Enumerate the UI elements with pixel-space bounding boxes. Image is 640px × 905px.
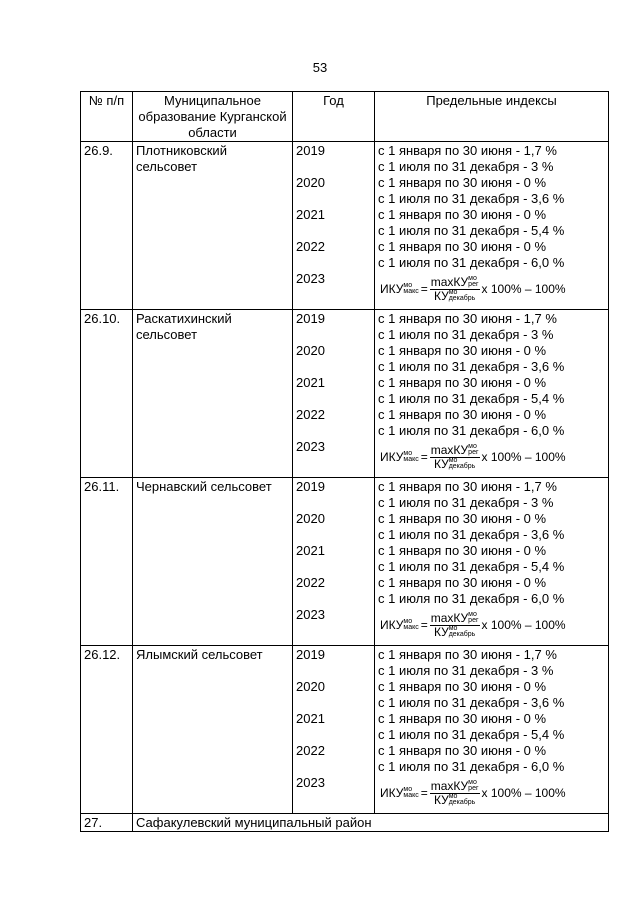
formula-num-indices [468,612,478,624]
index-formula [378,775,605,811]
formula-lhs-indices [403,787,418,799]
formula-den-indices [449,794,476,806]
year-value: 2021 [296,375,325,390]
formula-num-sup: мо [468,778,477,786]
formula-den-text: КУ [433,288,449,303]
formula-lhs-text: ИКУ [380,786,404,800]
municipality-name: Ялымский сельсовет [133,646,293,814]
formula-denominator [434,794,475,807]
formula-num-indices [468,276,478,288]
year-cell [293,310,375,478]
index-cell [375,142,609,310]
index-line: с 1 июля по 31 декабря - 3 % [378,495,554,510]
formula-lhs-indices [403,283,418,295]
year-value: 2023 [296,775,325,790]
formula-den-sup: мо [448,624,458,632]
index-formula [378,439,605,475]
formula-numerator [430,612,480,626]
formula-lhs [380,281,419,297]
formula-lhs-sub: макс [403,624,419,631]
formula-den-sub: декабрь [448,462,476,470]
formula-equals: = [420,450,428,464]
index-line: с 1 января по 30 июня - 0 % [378,543,547,558]
index-line: с 1 июля по 31 декабря - 3,6 % [378,359,565,374]
formula-num-sub: рег [468,616,479,624]
formula-lhs [380,449,419,465]
index-line: с 1 января по 30 июня - 0 % [378,375,547,390]
formula-lhs-text: ИКУ [380,282,404,296]
formula-den-text: КУ [433,624,449,639]
year-value: 2019 [296,479,325,494]
index-line: с 1 января по 30 июня - 0 % [378,575,547,590]
index-line: с 1 января по 30 июня - 0 % [378,743,547,758]
header-year: Год [293,92,375,142]
year-value: 2023 [296,439,325,454]
index-line: с 1 июля по 31 декабря - 5,4 % [378,223,565,238]
index-cell [375,646,609,814]
formula-tail: x 100% – 100% [481,450,566,464]
formula-den-sub: декабрь [448,294,476,302]
formula-lhs-sup: мо [403,786,413,793]
index-line: с 1 июля по 31 декабря - 6,0 % [378,591,565,606]
table-row [81,478,609,646]
year-value: 2022 [296,407,325,422]
formula-numerator [430,276,480,290]
formula-lhs-sup: мо [403,450,413,457]
formula-equals: = [420,282,428,296]
year-value: 2019 [296,143,325,158]
formula-denominator [434,458,475,471]
formula-fraction [430,780,480,807]
index-line: с 1 июля по 31 декабря - 6,0 % [378,759,565,774]
index-line: с 1 января по 30 июня - 0 % [378,711,547,726]
index-line: с 1 июля по 31 декабря - 5,4 % [378,559,565,574]
formula-den-sup: мо [448,288,458,296]
index-line: с 1 июля по 31 декабря - 3,6 % [378,695,565,710]
index-formula [378,607,605,643]
formula-lhs-sup: мо [403,618,413,625]
index-line: с 1 января по 30 июня - 0 % [378,407,547,422]
index-line: с 1 июля по 31 декабря - 3 % [378,159,554,174]
formula-num-text: maxКУ [430,610,469,625]
year-value: 2022 [296,743,325,758]
row-number: 26.12. [81,646,133,814]
formula-num-sub: рег [468,784,479,792]
formula-num-indices [468,780,478,792]
table-row [81,646,609,814]
formula-num-text: maxКУ [430,274,469,289]
formula-den-sup: мо [448,456,458,464]
header-num: № п/п [81,92,133,142]
formula-lhs-sup: мо [403,282,413,289]
page-number: 53 [312,60,328,75]
row-number: 26.10. [81,310,133,478]
municipality-name: Раскатихинский сельсовет [133,310,293,478]
header-indexes: Предельные индексы [375,92,609,142]
year-cell [293,646,375,814]
formula-num-sup: мо [468,274,477,282]
index-line: с 1 июля по 31 декабря - 3 % [378,327,554,342]
formula-fraction [430,444,480,471]
formula-denominator [434,626,475,639]
formula-num-text: maxКУ [430,778,469,793]
formula-den-indices [449,626,476,638]
year-value: 2021 [296,543,325,558]
formula-lhs-text: ИКУ [380,450,404,464]
formula-den-sub: декабрь [448,630,476,638]
formula-tail: x 100% – 100% [481,786,566,800]
index-line: с 1 июля по 31 декабря - 5,4 % [378,727,565,742]
formula-denominator [434,290,475,303]
formula-num-text: maxКУ [430,442,469,457]
formula-den-text: КУ [433,456,449,471]
formula-num-sub: рег [468,448,479,456]
year-value: 2021 [296,207,325,222]
formula-numerator [430,444,480,458]
formula-lhs-indices [403,619,418,631]
index-line: с 1 января по 30 июня - 0 % [378,239,547,254]
formula-den-sub: декабрь [448,798,476,806]
formula-lhs [380,785,419,801]
year-value: 2020 [296,679,325,694]
year-value: 2020 [296,511,325,526]
formula-num-sup: мо [468,442,477,450]
index-cell [375,310,609,478]
formula-lhs-indices [403,451,418,463]
formula-num-indices [468,444,478,456]
formula-num-sub: рег [468,280,479,288]
formula-tail: x 100% – 100% [481,282,566,296]
year-cell [293,478,375,646]
formula-den-indices [449,290,476,302]
formula-numerator [430,780,480,794]
formula-fraction [430,612,480,639]
index-line: с 1 января по 30 июня - 1,7 % [378,647,557,662]
year-cell [293,142,375,310]
index-line: с 1 июля по 31 декабря - 5,4 % [378,391,565,406]
year-value: 2023 [296,607,325,622]
year-value: 2022 [296,239,325,254]
index-line: с 1 июля по 31 декабря - 3,6 % [378,191,565,206]
year-value: 2022 [296,575,325,590]
index-line: с 1 января по 30 июня - 0 % [378,343,547,358]
index-line: с 1 января по 30 июня - 0 % [378,175,547,190]
formula-den-indices [449,458,476,470]
table-row [81,142,609,310]
municipality-name: Плотниковский сельсовет [133,142,293,310]
index-line: с 1 января по 30 июня - 0 % [378,207,547,222]
table-row [81,310,609,478]
index-line: с 1 января по 30 июня - 1,7 % [378,479,557,494]
header-municipality: Муниципальное образование Курганской области [133,92,293,142]
index-line: с 1 января по 30 июня - 0 % [378,511,547,526]
row-number: 26.11. [81,478,133,646]
formula-lhs-sub: макс [403,456,419,463]
index-line: с 1 января по 30 июня - 1,7 % [378,311,557,326]
district-number: 27. [81,814,133,832]
formula-den-text: КУ [433,792,449,807]
index-line: с 1 января по 30 июня - 1,7 % [378,143,557,158]
index-line: с 1 июля по 31 декабря - 6,0 % [378,255,565,270]
formula-fraction [430,276,480,303]
formula-lhs-sub: макс [403,792,419,799]
formula-equals: = [420,786,428,800]
year-value: 2020 [296,175,325,190]
municipality-name: Чернавский сельсовет [133,478,293,646]
year-value: 2020 [296,343,325,358]
year-value: 2019 [296,311,325,326]
index-line: с 1 января по 30 июня - 0 % [378,679,547,694]
limit-index-table [80,91,609,832]
table-header-row [81,92,609,142]
index-cell [375,478,609,646]
formula-den-sup: мо [448,792,458,800]
district-name: Сафакулевский муниципальный район [133,814,609,832]
row-number: 26.9. [81,142,133,310]
formula-lhs [380,617,419,633]
index-line: с 1 июля по 31 декабря - 6,0 % [378,423,565,438]
formula-lhs-sub: макс [403,288,419,295]
district-row [81,814,609,832]
year-value: 2019 [296,647,325,662]
formula-num-sup: мо [468,610,477,618]
formula-lhs-text: ИКУ [380,618,404,632]
year-value: 2021 [296,711,325,726]
index-line: с 1 июля по 31 декабря - 3,6 % [378,527,565,542]
formula-equals: = [420,618,428,632]
index-formula [378,271,605,307]
index-line: с 1 июля по 31 декабря - 3 % [378,663,554,678]
formula-tail: x 100% – 100% [481,618,566,632]
year-value: 2023 [296,271,325,286]
